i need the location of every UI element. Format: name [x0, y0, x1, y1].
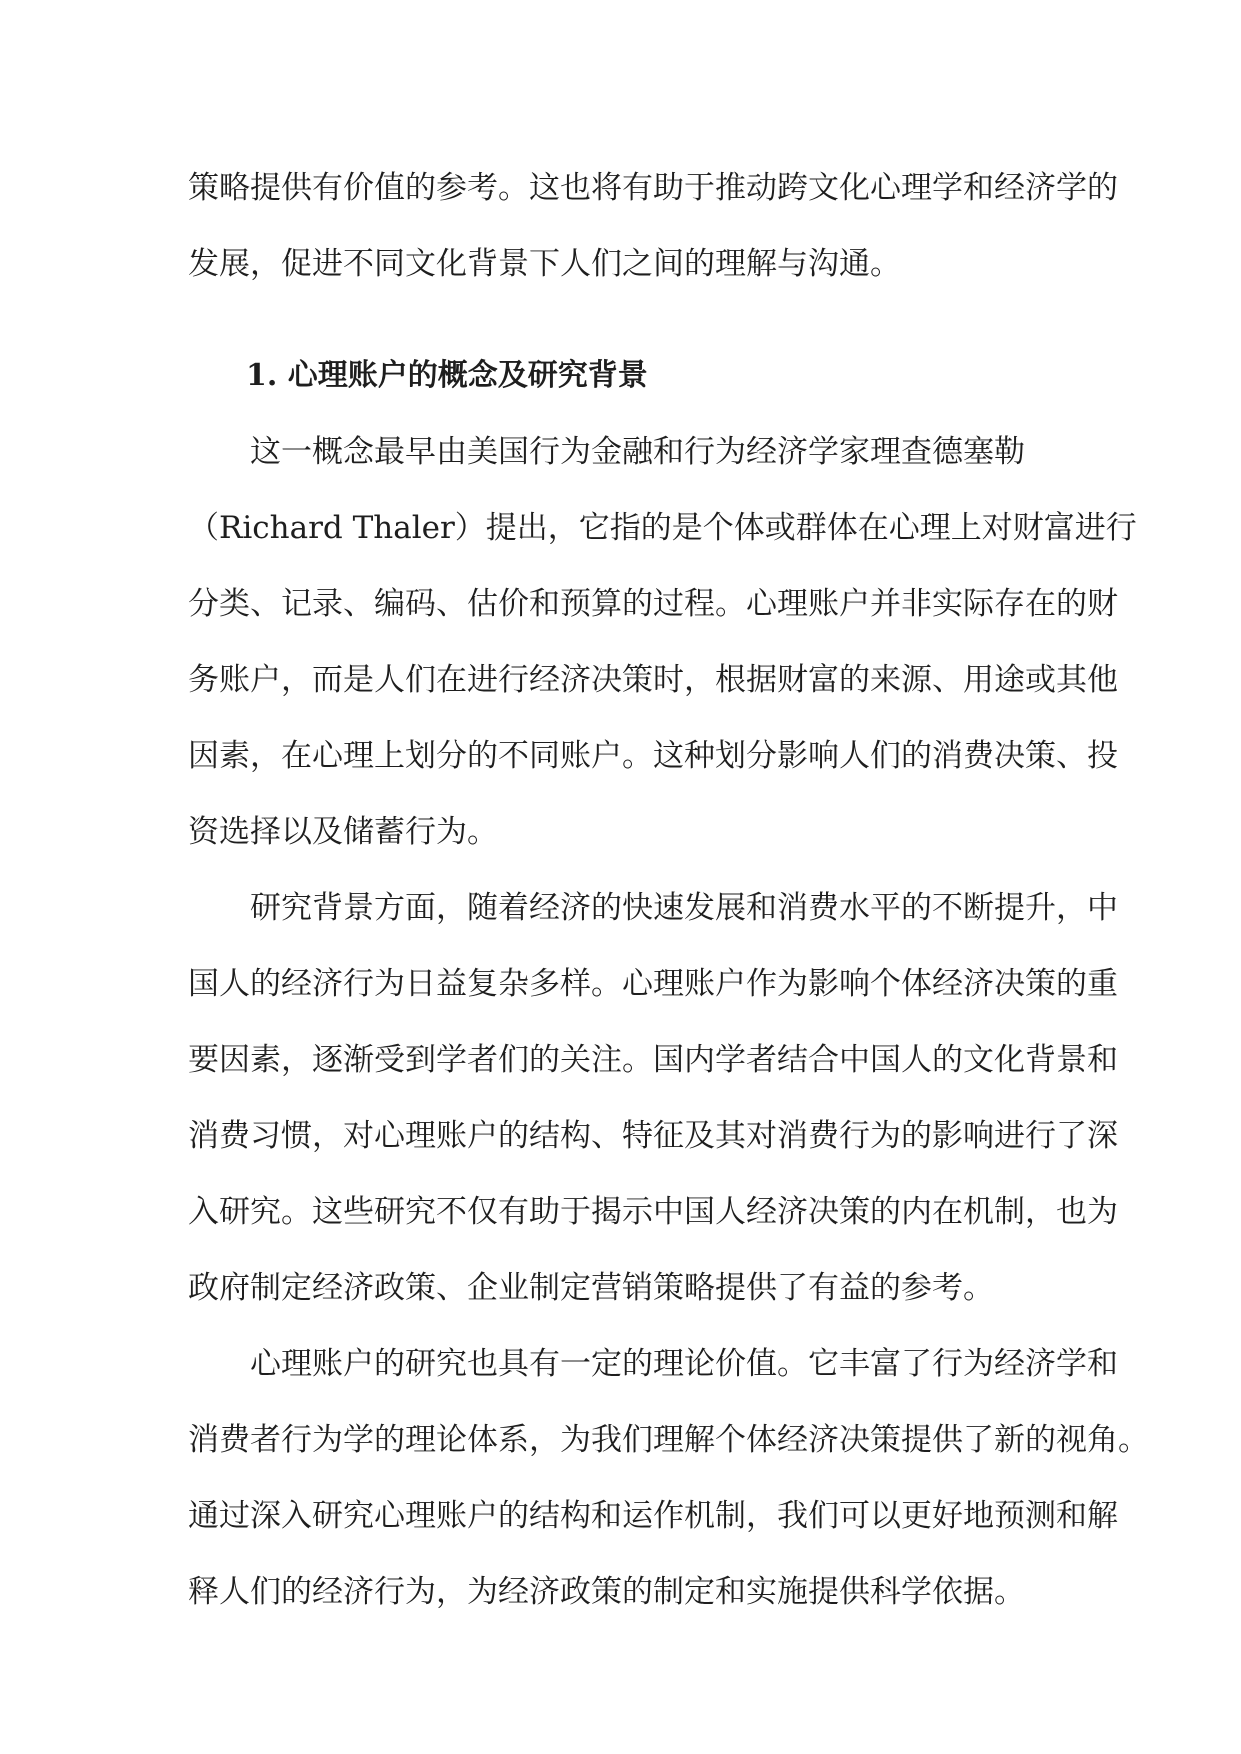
- paragraph-theory: [188, 1326, 1149, 1630]
- text-line: 这一概念最早由美国行为金融和行为经济学家理查德塞勒: [250, 434, 1025, 470]
- intro-paragraph: [188, 150, 1118, 302]
- text-line: 消费者行为学的理论体系，为我们理解个体经济决策提供了新的视角。: [188, 1422, 1149, 1458]
- text-line: 通过深入研究心理账户的结构和运作机制，我们可以更好地预测和解: [188, 1498, 1118, 1534]
- text-line: 因素，在心理上划分的不同账户。这种划分影响人们的消费决策、投: [188, 738, 1118, 774]
- text-line: 消费习惯，对心理账户的结构、特征及其对消费行为的影响进行了深: [188, 1118, 1118, 1154]
- text-line: 入研究。这些研究不仅有助于揭示中国人经济决策的内在机制，也为: [188, 1194, 1118, 1230]
- text-line: 心理账户的研究也具有一定的理论价值。它丰富了行为经济学和: [250, 1346, 1118, 1382]
- text-line: 分类、记录、编码、估价和预算的过程。心理账户并非实际存在的财: [188, 586, 1118, 622]
- document-page: [188, 150, 1149, 1630]
- text-line: 政府制定经济政策、企业制定营销策略提供了有益的参考。: [188, 1270, 994, 1306]
- text-line: 资选择以及储蓄行为。: [188, 814, 498, 850]
- text-line: 发展，促进不同文化背景下人们之间的理解与沟通。: [188, 246, 901, 282]
- text-line: 研究背景方面，随着经济的快速发展和消费水平的不断提升，中: [250, 890, 1118, 926]
- text-line: 国人的经济行为日益复杂多样。心理账户作为影响个体经济决策的重: [188, 966, 1118, 1002]
- paragraph-definition: [188, 414, 1137, 870]
- text-line: （Richard Thaler）提出，它指的是个体或群体在心理上对财富进行: [188, 510, 1137, 546]
- paragraph-background: [188, 870, 1118, 1326]
- text-line: 策略提供有价值的参考。这也将有助于推动跨文化心理学和经济学的: [188, 170, 1118, 206]
- text-line: 务账户，而是人们在进行经济决策时，根据财富的来源、用途或其他: [188, 662, 1118, 698]
- text-line: 要因素，逐渐受到学者们的关注。国内学者结合中国人的文化背景和: [188, 1042, 1118, 1078]
- section-heading: 1. 心理账户的概念及研究背景: [246, 358, 648, 393]
- text-line: 释人们的经济行为，为经济政策的制定和实施提供科学依据。: [188, 1574, 1025, 1610]
